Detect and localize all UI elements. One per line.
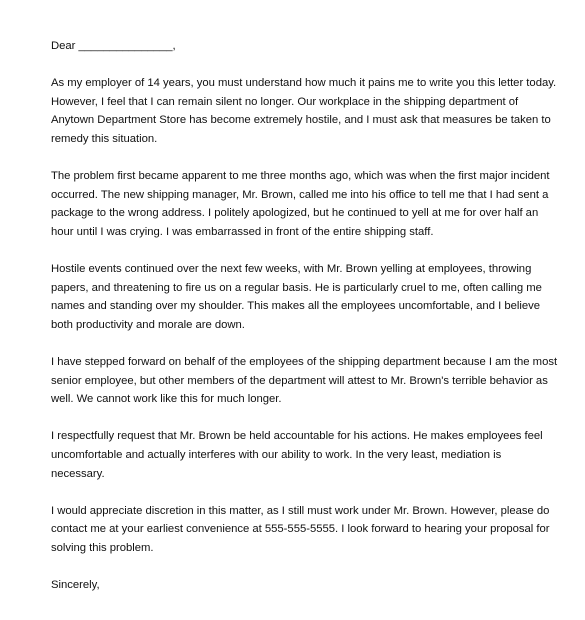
paragraph-line: senior employee, but other members of the department will attest to Mr. Brown's terrible behavior as	[51, 374, 548, 387]
paragraph-line: Hostile events continued over the next few weeks, with Mr. Brown yelling at employees, throwing	[51, 263, 532, 276]
paragraph-line: well. We cannot work like this for much longer.	[51, 393, 282, 406]
closing	[51, 576, 551, 595]
paragraph-line: Anytown Department Store has become extremely hostile, and I must ask that measures be taken to	[51, 114, 551, 127]
paragraph-line: solving this problem.	[51, 542, 154, 555]
paragraph-discretion	[51, 502, 551, 558]
paragraph-line: However, I feel that I can remain silent no longer. Our workplace in the shipping department of	[51, 95, 519, 108]
paragraph-request	[51, 427, 551, 483]
paragraph-line: necessary.	[51, 467, 105, 480]
paragraph-line: names and standing over my shoulder. This makes all the employees uncomfortable, and I believe	[51, 300, 540, 313]
closing-line: Sincerely,	[51, 579, 100, 592]
salutation	[51, 37, 551, 56]
paragraph-first-incident	[51, 167, 551, 241]
paragraph-line: I have stepped forward on behalf of the employees of the shipping department because I am the most	[51, 356, 558, 369]
paragraph-line: uncomfortable and actually interferes with our ability to work. In the very least, mediation is	[51, 449, 502, 462]
paragraph-line: remedy this situation.	[51, 132, 158, 145]
paragraph-hostile-events	[51, 260, 551, 334]
paragraph-line: both productivity and morale are down.	[51, 318, 245, 331]
paragraph-line: I respectfully request that Mr. Brown be held accountable for his actions. He makes employees feel	[51, 430, 543, 443]
complaint-letter	[51, 37, 558, 613]
paragraph-intro	[51, 74, 557, 148]
paragraph-line: As my employer of 14 years, you must understand how much it pains me to write you this letter today.	[51, 77, 557, 90]
paragraph-line: papers, and threatening to fire us on a regular basis. He is particularly cruel to me, often calling me	[51, 281, 542, 294]
paragraph-line: package to the wrong address. I politely apologized, but he continued to yell at me for over half an	[51, 207, 539, 220]
paragraph-line: The problem first became apparent to me three months ago, which was when the first major incident	[51, 170, 550, 183]
paragraph-line: contact me at your earliest convenience at 555-555-5555. I look forward to hearing your proposal for	[51, 523, 550, 536]
paragraph-line: hour until I was crying. I was embarrassed in front of the entire shipping staff.	[51, 225, 434, 238]
paragraph-behalf	[51, 353, 558, 409]
salutation-line: Dear _______________,	[51, 40, 176, 52]
paragraph-line: occurred. The new shipping manager, Mr. Brown, called me into his office to tell me that I had sent a	[51, 188, 549, 201]
paragraph-line: I would appreciate discretion in this matter, as I still must work under Mr. Brown. However, please do	[51, 504, 550, 517]
